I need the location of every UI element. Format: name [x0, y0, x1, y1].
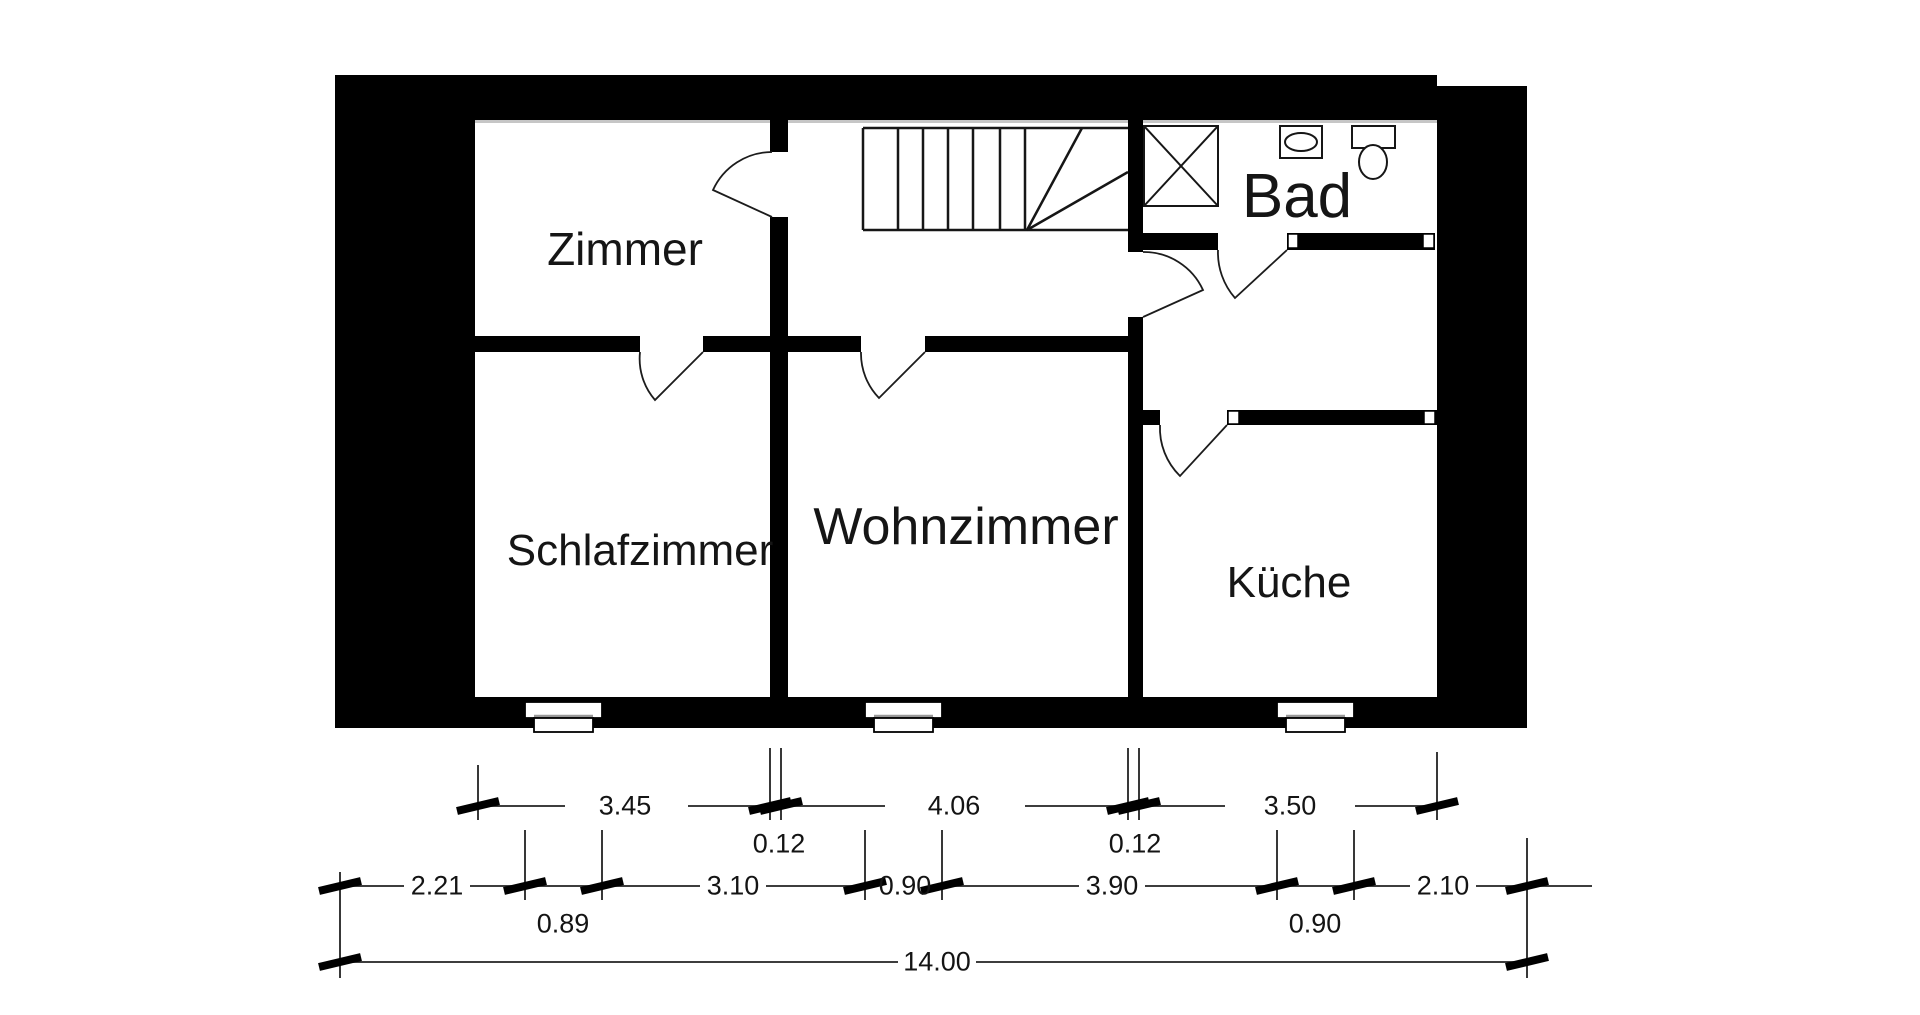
window-schlafzimmer [525, 702, 602, 732]
dim-total-14-00: 14.00 [903, 946, 971, 977]
door-hall [1143, 252, 1203, 317]
sink-icon [1280, 126, 1322, 158]
dimension-lines [330, 748, 1592, 978]
door-schlafzimmer [640, 352, 703, 400]
dim-window-0-89: 0.89 [536, 908, 590, 939]
dim-interior-3-45: 3.45 [598, 790, 652, 821]
room-label-bad: Bad [1241, 162, 1353, 231]
door-zimmer [713, 152, 772, 217]
dim-wall-0-12-right: 0.12 [1108, 828, 1162, 859]
door-frame-marks [1228, 234, 1435, 424]
dim-wall-0-12-left: 0.12 [752, 828, 806, 859]
dimension-ticks [319, 801, 1548, 967]
window-kueche [1277, 702, 1354, 732]
staircase [863, 128, 1128, 230]
shower-icon [1144, 126, 1218, 206]
room-label-schlafzimmer: Schlafzimmer [506, 526, 774, 575]
room-label-kueche: Küche [1226, 558, 1352, 607]
dim-exterior-2-21: 2.21 [410, 870, 464, 901]
door-wohnzimmer [861, 352, 925, 398]
dim-exterior-3-90: 3.90 [1085, 870, 1139, 901]
dim-interior-3-50: 3.50 [1263, 790, 1317, 821]
toilet-icon [1352, 126, 1395, 179]
scan-shadow-line [475, 120, 1437, 123]
dim-exterior-0-90: 0.90 [878, 870, 932, 901]
door-kueche [1160, 425, 1227, 476]
room-label-wohnzimmer: Wohnzimmer [813, 498, 1119, 556]
dim-interior-4-06: 4.06 [927, 790, 981, 821]
window-wohnzimmer [865, 702, 942, 732]
dim-window-0-90: 0.90 [1288, 908, 1342, 939]
dim-exterior-2-10: 2.10 [1416, 870, 1470, 901]
door-bad [1218, 250, 1287, 298]
room-label-zimmer: Zimmer [547, 223, 703, 275]
dim-exterior-3-10: 3.10 [706, 870, 760, 901]
